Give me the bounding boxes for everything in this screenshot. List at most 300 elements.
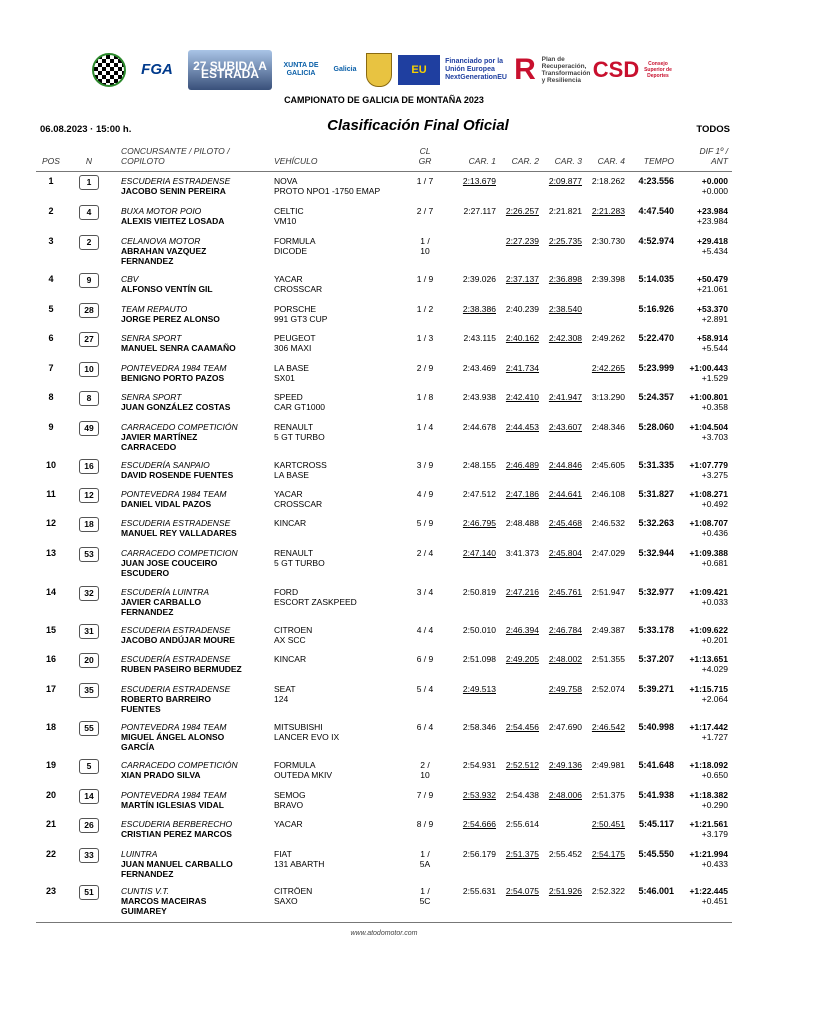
vehicle-model-cell: OUTEDA MKIV [274,770,333,780]
position-cell: 18 [45,722,56,732]
run-1-time: 2:49.513 [462,684,496,694]
table-row [0,304,768,334]
class-cell-line2: 10 [420,770,430,780]
col-dif-a: DIF 1º / [699,146,728,156]
gap-leader-cell: +1:17.442 [689,722,728,732]
vehicle-make-cell: CELTIC [274,206,304,216]
vehicle-make-cell: FORMULA [274,236,316,246]
run-3-time: 2:48.002 [548,654,582,664]
vehicle-make-cell: FORD [274,587,299,597]
driver-cell: BENIGNO PORTO PAZOS [121,373,225,383]
gap-previous-cell: +5.544 [701,343,728,353]
vehicle-make-cell: NOVA [274,176,298,186]
run-1-time: 2:58.346 [462,722,496,732]
xunta-logo: XUNTA DE GALICIA [283,62,319,77]
run-4-time: 2:51.375 [591,790,625,800]
vehicle-make-cell: YACAR [274,489,303,499]
vehicle-make-cell: RENAULT [274,548,314,558]
run-4-time: 2:51.947 [591,587,625,597]
position-cell: 22 [45,849,56,859]
run-1-time: 2:55.631 [462,886,496,896]
gap-previous-cell: +4.029 [701,664,728,674]
car-number-badge: 2 [79,235,99,250]
gap-previous-cell: +3.179 [701,829,728,839]
entrant-cell: BUXA MOTOR POIO [121,206,202,216]
total-time-cell: 4:52.974 [638,236,674,246]
run-1-time: 2:39.026 [462,274,496,284]
championship-title: CAMPIONATO DE GALICIA DE MONTAÑA 2023 [284,95,484,105]
gap-leader-cell: +1:09.622 [689,625,728,635]
vehicle-model-cell: DICODE [274,246,308,256]
run-3-time: 2:44.846 [548,460,582,470]
run-3-time: 2:21.821 [548,206,582,216]
position-cell: 4 [48,274,54,284]
run-2-time: 2:42.410 [505,392,539,402]
class-cell: 3 / 4 [416,587,434,597]
run-4-time: 2:46.532 [591,518,625,528]
run-3-time: 2:45.761 [548,587,582,597]
vehicle-model-cell: CROSSCAR [274,499,323,509]
total-time-cell: 5:23.999 [638,363,674,373]
total-time-cell: 5:41.648 [638,760,674,770]
class-cell: 2 / 4 [416,548,434,558]
driver-cell: ALFONSO VENTÍN GIL [121,284,213,294]
driver-cell: MANUEL REY VALLADARES [121,528,237,538]
fga-logo: FGA [141,61,173,78]
gap-leader-cell: +0.000 [701,176,728,186]
run-1-time: 2:56.179 [462,849,496,859]
driver-cell: XIAN PRADO SILVA [121,770,201,780]
table-row [0,392,768,422]
total-time-cell: 5:28.060 [638,422,674,432]
car-number-badge: 12 [79,488,99,503]
total-time-cell: 5:39.271 [638,684,674,694]
run-2-time: 2:51.375 [505,849,539,859]
recovery-plan-icon: R [514,53,536,86]
gap-previous-cell: +0.433 [701,859,728,869]
entrant-cell: ESCUDERIA ESTRADENSE [121,518,231,528]
entrant-cell: ESCUDERIA ESTRADENSE [121,176,231,186]
position-cell: 9 [48,422,54,432]
run-1-time: 2:27.117 [463,206,496,216]
gap-leader-cell: +50.479 [697,274,728,284]
car-number-badge: 14 [79,789,99,804]
class-cell: 2 / 9 [416,363,434,373]
driver-cell: ABRAHAN VAZQUEZ [121,246,207,256]
position-cell: 23 [45,886,56,896]
run-4-time: 2:49.262 [591,333,625,343]
run-3-time: 2:36.898 [548,274,582,284]
total-time-cell: 5:32.977 [638,587,674,597]
run-3-time: 2:48.006 [548,790,582,800]
total-time-cell: 5:16.926 [638,304,674,314]
car-number-badge: 49 [79,421,99,436]
run-4-time: 2:52.322 [591,886,625,896]
total-time-cell: 5:33.178 [638,625,674,635]
car-number-badge: 8 [79,391,99,406]
entrant-cell: CUNTIS V.T. [121,886,170,896]
gap-previous-cell: +1.727 [701,732,728,742]
vehicle-model-cell: ESCORT ZASKPEED [274,597,357,607]
total-time-cell: 4:47.540 [638,206,674,216]
gap-leader-cell: +1:09.388 [689,548,728,558]
gap-leader-cell: +58.914 [697,333,728,343]
run-2-time: 2:40.162 [505,333,539,343]
run-2-time: 2:49.205 [505,654,539,664]
vehicle-model-cell: BRAVO [274,800,304,810]
run-4-time: 2:48.346 [591,422,625,432]
col-entrant-a: CONCURSANTE / PILOTO / [121,146,230,156]
position-cell: 19 [45,760,56,770]
run-3-time: 2:49.136 [548,760,582,770]
position-cell: 8 [48,392,54,402]
driver-cell-line2: FERNANDEZ [121,256,174,266]
entrant-cell: LUINTRA [121,849,158,859]
vehicle-make-cell: PORSCHE [274,304,317,314]
class-cell-line2: 5A [419,859,431,869]
position-cell: 21 [45,819,56,829]
driver-cell: ALEXIS VIEITEZ LOSADA [121,216,225,226]
class-cell: 6 / 4 [416,722,434,732]
table-row [0,518,768,548]
run-1-time: 2:48.155 [462,460,496,470]
car-number-badge: 53 [79,547,99,562]
run-2-time: 2:27.239 [505,236,539,246]
run-1-time: 2:53.932 [462,790,496,800]
nextgen-logo: Financiado por la Unión Europea NextGenerationEU [445,58,507,81]
run-2-time: 2:48.488 [505,518,539,528]
col-car4: CAR. 4 [597,156,625,166]
vehicle-make-cell: MITSUBISHI [274,722,323,732]
run-1-time: 2:50.819 [462,587,496,597]
vehicle-make-cell: YACAR [274,274,303,284]
class-cell: 1 / 2 [416,304,434,314]
table-row [0,333,768,363]
run-3-time: 2:49.758 [548,684,582,694]
total-time-cell: 5:45.117 [638,819,674,829]
galicia-logo: Galicia [333,66,357,73]
header-divider [36,171,732,172]
position-cell: 6 [48,333,54,343]
driver-cell: DANIEL VIDAL PAZOS [121,499,212,509]
entrant-cell: SENRA SPORT [121,392,182,402]
run-1-time: 2:46.795 [462,518,496,528]
gap-previous-cell: +1.529 [701,373,728,383]
table-row [0,363,768,393]
class-cell: 1 / [420,236,430,246]
driver-cell: JORGE PEREZ ALONSO [121,314,220,324]
sponsor-banner [92,46,678,94]
run-4-time: 2:49.387 [591,625,625,635]
run-4-time: 2:46.542 [591,722,625,732]
vehicle-make-cell: SPEED [274,392,303,402]
footer-divider [36,922,732,923]
town-shield-logo [366,53,392,87]
vehicle-model-cell: 306 MAXI [274,343,312,353]
col-dif-b: ANT [711,156,728,166]
run-2-time: 2:52.512 [505,760,539,770]
class-cell: 6 / 9 [416,654,434,664]
gap-previous-cell: +0.436 [701,528,728,538]
gap-previous-cell: +0.033 [701,597,728,607]
table-row [0,722,768,752]
run-2-time: 2:47.186 [505,489,539,499]
car-number-badge: 10 [79,362,99,377]
class-cell: 1 / 3 [416,333,434,343]
col-pos: POS [42,156,60,166]
vehicle-make-cell: CITROEN [274,625,313,635]
table-row [0,274,768,304]
run-4-time: 2:50.451 [591,819,625,829]
entrant-cell: CARRACEDO COMPETICIÓN [121,760,238,770]
run-2-time: 2:37.137 [505,274,539,284]
run-3-time: 2:46.784 [548,625,582,635]
car-number-badge: 20 [79,653,99,668]
vehicle-model-cell: CROSSCAR [274,284,323,294]
run-1-time: 2:54.666 [462,819,496,829]
vehicle-model-cell: SAXO [274,896,298,906]
driver-cell-line2: FERNANDEZ [121,869,174,879]
run-2-time: 3:41.373 [505,548,539,558]
position-cell: 20 [45,790,56,800]
run-3-time: 2:44.641 [548,489,582,499]
entrant-cell: ESCUDERIA ESTRADENSE [121,684,231,694]
run-4-time: 2:42.265 [591,363,625,373]
run-1-time: 2:44.678 [462,422,496,432]
driver-cell: JUAN GONZÁLEZ COSTAS [121,402,231,412]
vehicle-model-cell: 124 [274,694,289,704]
run-1-time: 2:43.469 [462,363,496,373]
driver-cell-line2: GARCÍA [121,742,155,752]
table-row [0,819,768,849]
car-number-badge: 28 [79,303,99,318]
gap-previous-cell: +0.681 [701,558,728,568]
eu-flag-logo: EU [398,55,440,85]
car-number-badge: 16 [79,459,99,474]
driver-cell: DAVID ROSENDE FUENTES [121,470,234,480]
table-row [0,760,768,790]
driver-cell: JAVIER CARBALLO [121,597,202,607]
table-row [0,886,768,916]
entrant-cell: ESCUDERÍA SANPAIO [121,460,210,470]
run-3-time: 2:42.308 [548,333,582,343]
run-1-time: 2:43.115 [463,333,496,343]
col-car1: CAR. 1 [468,156,496,166]
gap-previous-cell: +0.650 [701,770,728,780]
total-time-cell: 5:31.827 [638,489,674,499]
vehicle-make-cell: PEUGEOT [274,333,316,343]
driver-cell-line2: FUENTES [121,704,161,714]
driver-cell: MANUEL SENRA CAAMAÑO [121,343,236,353]
driver-cell: JACOBO ANDÚJAR MOURE [121,635,235,645]
racing-flag-logo [92,53,126,87]
driver-cell: MARTÍN IGLESIAS VIDAL [121,800,224,810]
run-2-time: 2:47.216 [505,587,539,597]
position-cell: 10 [45,460,56,470]
run-4-time: 2:51.355 [591,654,625,664]
total-time-cell: 5:32.263 [638,518,674,528]
position-cell: 5 [48,304,54,314]
gap-leader-cell: +1:00.801 [689,392,728,402]
gap-leader-cell: +1:21.994 [689,849,728,859]
run-4-time: 2:30.730 [591,236,625,246]
gap-previous-cell: +0.000 [701,186,728,196]
recovery-plan-logo: Plan de Recuperación, Transformación y Resiliencia [541,56,591,84]
car-number-badge: 9 [79,273,99,288]
car-number-badge: 32 [79,586,99,601]
class-cell: 5 / 9 [416,518,434,528]
gap-previous-cell: +23.984 [697,216,728,226]
run-3-time: 2:25.735 [548,236,582,246]
entrant-cell: TEAM REPAUTO [121,304,188,314]
car-number-badge: 51 [79,885,99,900]
class-cell: 2 / 7 [416,206,434,216]
run-4-time: 2:39.398 [591,274,625,284]
position-cell: 3 [48,236,54,246]
entrant-cell: CELANOVA MOTOR [121,236,201,246]
driver-cell: CRISTIAN PEREZ MARCOS [121,829,232,839]
vehicle-model-cell: 991 GT3 CUP [274,314,328,324]
car-number-badge: 1 [79,175,99,190]
driver-cell-line2: FERNANDEZ [121,607,174,617]
entrant-cell: PONTEVEDRA 1984 TEAM [121,722,227,732]
run-3-time: 2:09.877 [548,176,582,186]
run-2-time: 2:26.257 [505,206,539,216]
col-time: TEMPO [643,156,674,166]
table-row [0,206,768,236]
col-n: N [85,156,93,166]
driver-cell-line2: CARRACEDO [121,442,177,452]
vehicle-make-cell: RENAULT [274,422,314,432]
class-cell: 8 / 9 [416,819,434,829]
class-cell: 4 / 4 [416,625,434,635]
car-number-badge: 33 [79,848,99,863]
total-time-cell: 5:46.001 [638,886,674,896]
page-title: Clasificación Final Oficial [327,117,509,134]
gap-leader-cell: +1:13.651 [689,654,728,664]
driver-cell: RUBEN PASEIRO BERMUDEZ [121,664,242,674]
run-2-time: 2:44.453 [505,422,539,432]
position-cell: 2 [48,206,54,216]
position-cell: 13 [45,548,56,558]
vehicle-model-cell: CAR GT1000 [274,402,326,412]
run-1-time: 2:51.098 [462,654,496,664]
driver-cell-line2: ESCUDERO [121,568,170,578]
vehicle-model-cell: LA BASE [274,470,309,480]
run-2-time: 2:40.239 [505,304,539,314]
event-date: 06.08.2023 · 15:00 h. [40,124,132,135]
entrant-cell: ESCUDERÍA LUINTRA [121,587,210,597]
driver-cell: MIGUEL ÁNGEL ALONSO [121,732,225,742]
col-cl-a: CL [419,146,431,156]
col-car3: CAR. 3 [554,156,582,166]
run-4-time: 2:52.074 [591,684,625,694]
table-row [0,422,768,452]
gap-leader-cell: +1:18.382 [689,790,728,800]
car-number-badge: 5 [79,759,99,774]
run-4-time: 2:49.981 [591,760,625,770]
driver-cell: JAVIER MARTÍNEZ [121,432,198,442]
gap-leader-cell: +1:00.443 [689,363,728,373]
table-row [0,236,768,266]
run-1-time: 2:50.010 [462,625,496,635]
run-2-time: 2:54.456 [505,722,539,732]
class-cell: 4 / 9 [416,489,434,499]
vehicle-make-cell: YACAR [274,819,303,829]
table-row [0,790,768,820]
car-number-badge: 4 [79,205,99,220]
run-4-time: 2:54.175 [591,849,625,859]
table-row [0,587,768,617]
gap-leader-cell: +1:21.561 [689,819,728,829]
col-car2: CAR. 2 [511,156,539,166]
table-row [0,548,768,578]
table-row [0,460,768,490]
vehicle-model-cell: AX SCC [274,635,306,645]
car-number-badge: 26 [79,818,99,833]
vehicle-make-cell: KARTCROSS [274,460,327,470]
entrant-cell: CBV [121,274,139,284]
total-time-cell: 5:40.998 [638,722,674,732]
run-2-time: 2:54.075 [505,886,539,896]
run-2-time: 2:55.614 [505,819,539,829]
run-1-time: 2:13.679 [462,176,496,186]
vehicle-make-cell: SEAT [274,684,296,694]
class-cell-line2: 10 [420,246,430,256]
run-1-time: 2:54.931 [462,760,496,770]
class-cell: 3 / 9 [416,460,434,470]
gap-previous-cell: +0.492 [701,499,728,509]
total-time-cell: 4:23.556 [638,176,674,186]
gap-leader-cell: +1:15.715 [689,684,728,694]
gap-leader-cell: +29.418 [697,236,728,246]
col-cl-b: GR [418,156,432,166]
gap-leader-cell: +1:08.271 [689,489,728,499]
run-3-time: 2:41.947 [548,392,582,402]
driver-cell: JUAN JOSE COUCEIRO [121,558,218,568]
class-cell: 1 / 9 [416,274,434,284]
entrant-cell: ESCUDERIA BERBERECHO [121,819,233,829]
gap-leader-cell: +53.370 [697,304,728,314]
driver-cell: MARCOS MACEIRAS [121,896,207,906]
run-1-time: 2:47.512 [462,489,496,499]
run-2-time: 2:54.438 [505,790,539,800]
run-1-time: 2:38.386 [462,304,496,314]
vehicle-make-cell: KINCAR [274,518,307,528]
vehicle-make-cell: KINCAR [274,654,307,664]
gap-leader-cell: +23.984 [697,206,728,216]
total-time-cell: 5:22.470 [638,333,674,343]
vehicle-model-cell: VM10 [274,216,297,226]
run-1-time: 2:47.140 [462,548,496,558]
entrant-cell: PONTEVEDRA 1984 TEAM [121,489,227,499]
run-4-time: 2:46.108 [591,489,625,499]
car-number-badge: 27 [79,332,99,347]
entrant-cell: PONTEVEDRA 1984 TEAM [121,790,227,800]
run-4-time: 2:45.605 [591,460,625,470]
gap-leader-cell: +1:04.504 [689,422,728,432]
category-label: TODOS [696,124,730,135]
run-3-time: 2:45.468 [548,518,582,528]
run-1-time: 2:43.938 [462,392,496,402]
class-cell: 7 / 9 [416,790,434,800]
entrant-cell: ESCUDERIA ESTRADENSE [121,625,231,635]
total-time-cell: 5:45.550 [638,849,674,859]
consejo-logo: Consejo Superior de Deportes [644,61,672,79]
position-cell: 17 [45,684,56,694]
driver-cell: JUAN MANUEL CARBALLO [121,859,233,869]
table-row [0,684,768,714]
